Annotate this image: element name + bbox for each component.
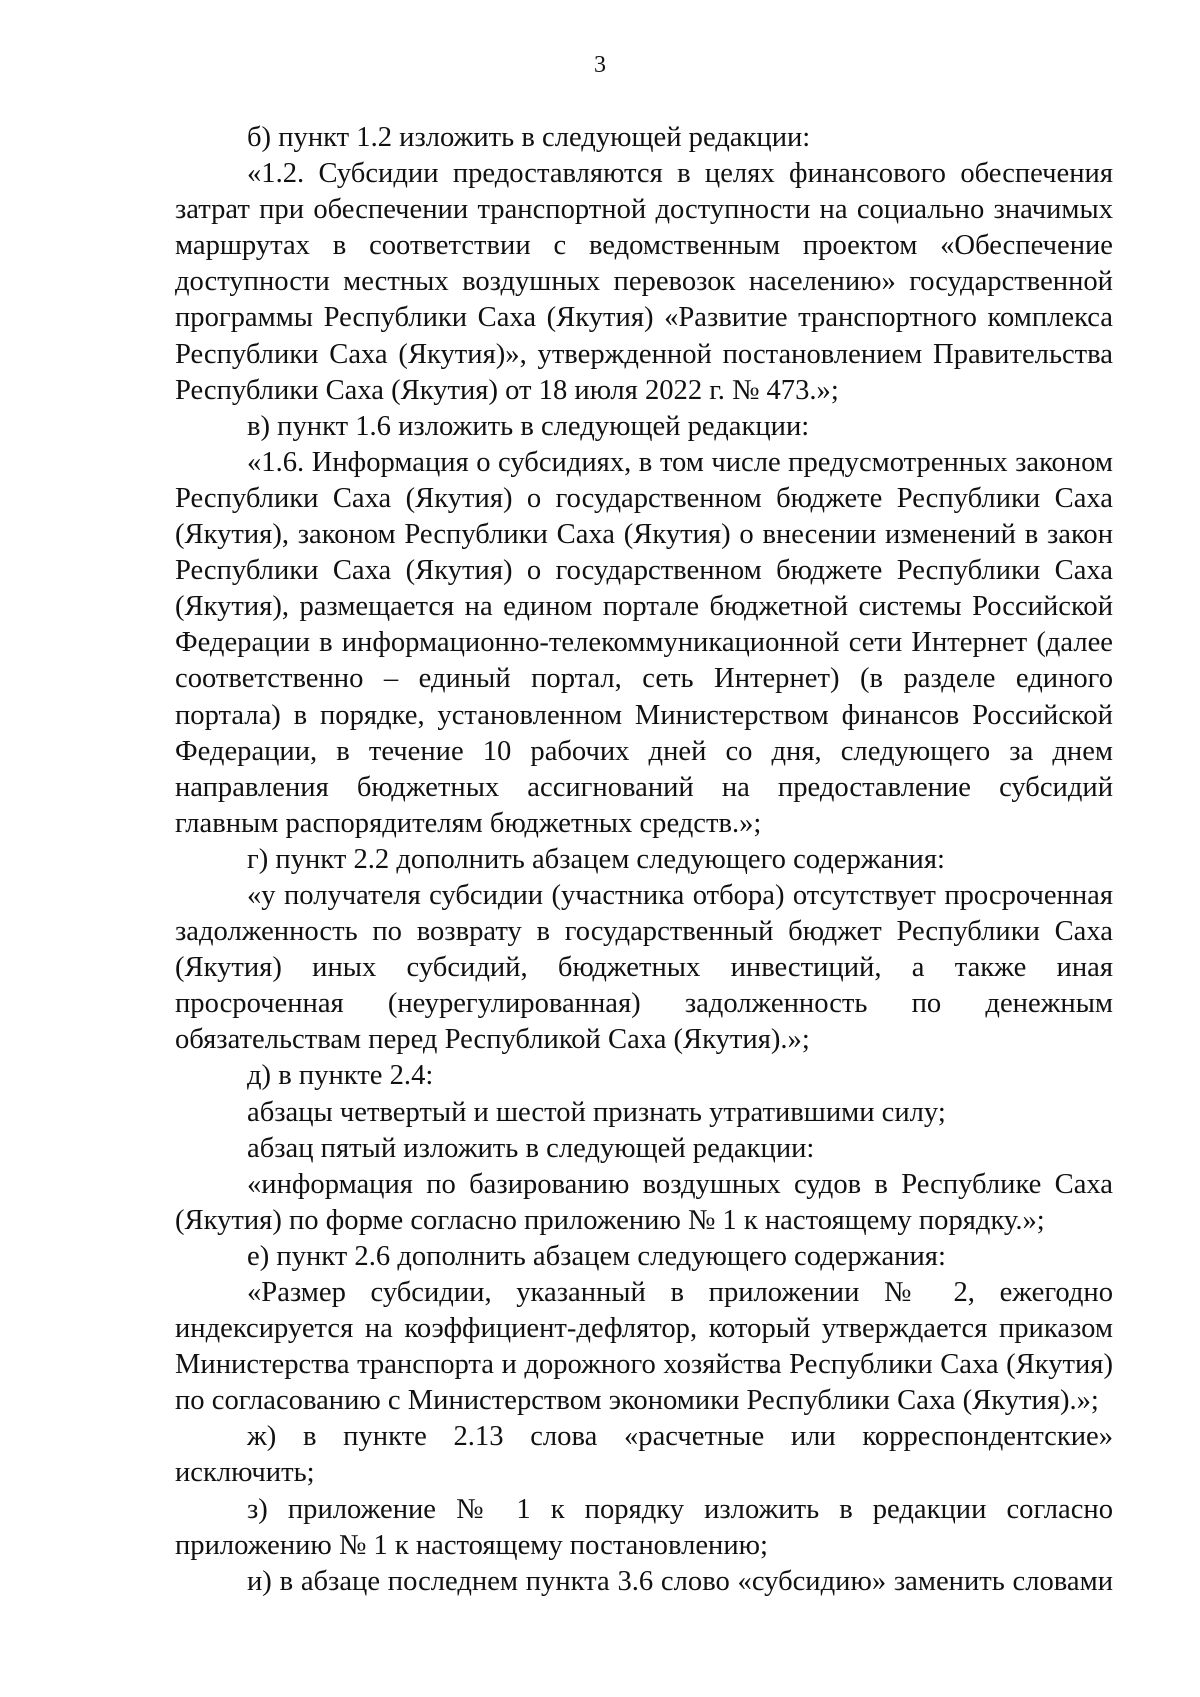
- paragraph-amendment-i: и) в абзаце последнем пункта 3.6 слово «субсидию» заменить словами: [247, 1565, 1113, 1597]
- paragraph-abzats-4-6-void: абзацы четвертый и шестой признать утратившими силу;: [247, 1096, 946, 1128]
- paragraph-amendment-v: в) пункт 1.6 изложить в следующей редакции:: [247, 410, 810, 442]
- paragraph-amendment-d: д) в пункте 2.4:: [247, 1060, 434, 1092]
- paragraph-amendment-e: е) пункт 2.6 дополнить абзацем следующего содержания:: [247, 1240, 946, 1272]
- paragraph-amendment-g: г) пункт 2.2 дополнить абзацем следующего содержания:: [247, 843, 945, 875]
- paragraph-amendment-z: з) приложение № 1 к порядку изложить в редакции согласно приложению № 1 к настоящему постановлению;: [175, 1493, 1113, 1561]
- paragraph-amendment-b: б) пункт 1.2 изложить в следующей редакции:: [247, 122, 811, 153]
- document-body: [175, 120, 1113, 1600]
- paragraph-clause-1-6: «1.6. Информация о субсидиях, в том числе предусмотренных законом Республики Саха (Якутия) о государственном бюджете Республики Саха (Якутия), законом Республики Саха (Якутия) о внесении изменений в закон Республики Саха (Якутия) о государственном бюджете Республики Саха (Якутия), размещается на едином портале бюджетной системы Российской Федерации в информационно-телекоммуникационной сети Интернет (далее соответственно – единый портал, сеть Интернет) (в разделе единого портала) в порядке, установленном Министерством финансов Российской Федерации, в течение 10 рабочих дней со дня, следующего за днем направления бюджетных ассигнований на предоставление субсидий главным распорядителям бюджетных средств.»;: [175, 446, 1113, 839]
- paragraph-aircraft-basing-info: «информация по базированию воздушных судов в Республике Саха (Якутия) по форме согласно приложению № 1 к настоящему порядку.»;: [175, 1168, 1113, 1236]
- page-number: 3: [594, 52, 606, 78]
- paragraph-subsidy-size: «Размер субсидии, указанный в приложении № 2, ежегодно индексируется на коэффициент-дефлятор, который утверждается приказом Министерства транспорта и дорожного хозяйства Республики Саха (Якутия) по согласованию с Министерством экономики Республики Саха (Якутия).»;: [175, 1277, 1113, 1417]
- paragraph-clause-2-2-addition: «у получателя субсидии (участника отбора) отсутствует просроченная задолженность по возврату в государственный бюджет Республики Саха (Якутия) иных субсидий, бюджетных инвестиций, а также иная просроченная (неурегулированная) задолженность по денежным обязательствам перед Республикой Саха (Якутия).»;: [175, 879, 1113, 1056]
- paragraph-clause-1-2: «1.2. Субсидии предоставляются в целях финансового обеспечения затрат при обеспечении транспортной доступности на социально значимых маршрутах в соответствии с ведомственным проектом «Обеспечение доступности местных воздушных перевозок населению» государственной программы Республики Саха (Якутия) «Развитие транспортного комплекса Республики Саха (Якутия)», утвержденной постановлением Правительства Республики Саха (Якутия) от 18 июля 2022 г. № 473.»;: [175, 158, 1113, 406]
- paragraph-amendment-zh: ж) в пункте 2.13 слова «расчетные или корреспондентские» исключить;: [175, 1421, 1113, 1489]
- paragraph-abzats-5-new: абзац пятый изложить в следующей редакции:: [247, 1132, 815, 1164]
